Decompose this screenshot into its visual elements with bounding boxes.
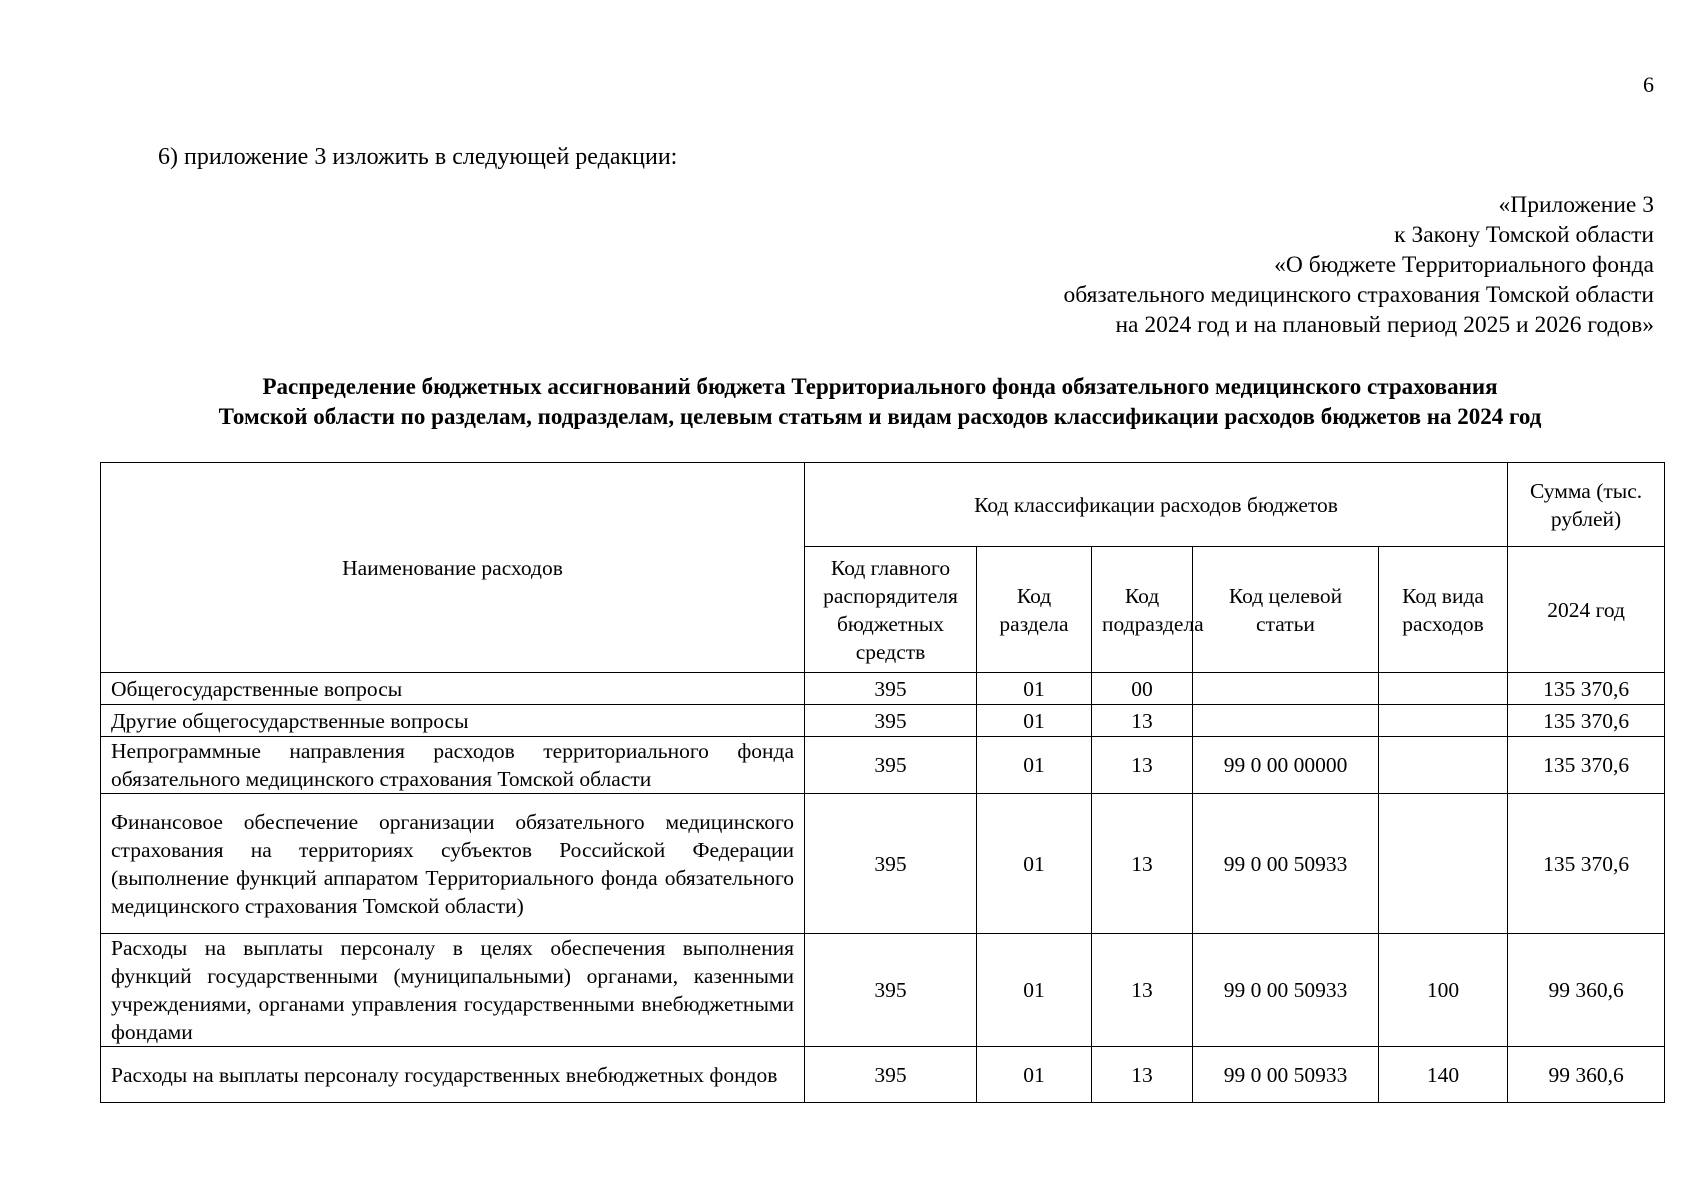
appendix-line: к Закону Томской области (1394, 222, 1654, 248)
table-row (101, 705, 1665, 737)
cell-subsection: 13 (1092, 1047, 1193, 1103)
cell-name: Расходы на выплаты персоналу в целях обеспечения выполнения функций государственными (муниципальными) органами, казенными учреждениями, органами управления государственными внебюджетными фондами (101, 934, 805, 1047)
header-target: Код целевой статьи (1193, 547, 1379, 673)
header-section: Код раздела (977, 547, 1092, 673)
cell-expense-type (1379, 673, 1508, 705)
cell-section: 01 (977, 794, 1092, 934)
table-row (101, 737, 1665, 794)
budget-table (100, 462, 1665, 1103)
cell-amount: 135 370,6 (1508, 737, 1665, 794)
cell-amount: 99 360,6 (1508, 934, 1665, 1047)
header-name: Наименование расходов (101, 463, 805, 673)
appendix-line: обязательного медицинского страхования Томской области (1063, 282, 1654, 308)
cell-amount: 135 370,6 (1508, 673, 1665, 705)
cell-name: Непрограммные направления расходов территориального фонда обязательного медицинского страхования Томской области (101, 737, 805, 794)
appendix-line: на 2024 год и на плановый период 2025 и 2026 годов» (1115, 312, 1654, 338)
header-year: 2024 год (1508, 547, 1665, 673)
cell-target: 99 0 00 50933 (1193, 934, 1379, 1047)
table-row (101, 934, 1665, 1047)
cell-main-manager: 395 (805, 673, 977, 705)
cell-expense-type (1379, 794, 1508, 934)
cell-expense-type: 140 (1379, 1047, 1508, 1103)
cell-main-manager: 395 (805, 1047, 977, 1103)
cell-section: 01 (977, 934, 1092, 1047)
cell-name: Финансовое обеспечение организации обязательного медицинского страхования на территориях субъектов Российской Федерации (выполнение функций аппаратом Территориального фонда обязательного медицинского страхования Томской области) (101, 794, 805, 934)
cell-target: 99 0 00 50933 (1193, 1047, 1379, 1103)
header-main-manager: Код главного распорядителя бюджетных средств (805, 547, 977, 673)
table-row (101, 794, 1665, 934)
cell-name: Расходы на выплаты персоналу государственных внебюджетных фондов (101, 1047, 805, 1103)
cell-amount: 99 360,6 (1508, 1047, 1665, 1103)
cell-main-manager: 395 (805, 794, 977, 934)
cell-main-manager: 395 (805, 705, 977, 737)
cell-target: 99 0 00 00000 (1193, 737, 1379, 794)
header-expense-type: Код вида расходов (1379, 547, 1508, 673)
cell-section: 01 (977, 737, 1092, 794)
cell-name: Другие общегосударственные вопросы (101, 705, 805, 737)
cell-target: 99 0 00 50933 (1193, 794, 1379, 934)
intro-text: 6) приложение 3 изложить в следующей редакции: (158, 144, 678, 170)
title-line-1: Распределение бюджетных ассигнований бюджета Территориального фонда обязательного медицинского страхования (262, 374, 1498, 399)
cell-subsection: 00 (1092, 673, 1193, 705)
cell-main-manager: 395 (805, 934, 977, 1047)
cell-amount: 135 370,6 (1508, 705, 1665, 737)
appendix-line: «Приложение 3 (1498, 192, 1654, 218)
header-code-group: Код классификации расходов бюджетов (805, 463, 1508, 547)
cell-subsection: 13 (1092, 737, 1193, 794)
header-sum: Сумма (тыс. рублей) (1508, 463, 1665, 547)
cell-subsection: 13 (1092, 934, 1193, 1047)
title-line-2: Томской области по разделам, подразделам, целевым статьям и видам расходов классификации расходов бюджетов на 2024 год (218, 404, 1542, 429)
cell-subsection: 13 (1092, 794, 1193, 934)
cell-subsection: 13 (1092, 705, 1193, 737)
cell-expense-type (1379, 737, 1508, 794)
cell-expense-type (1379, 705, 1508, 737)
cell-section: 01 (977, 1047, 1092, 1103)
cell-main-manager: 395 (805, 737, 977, 794)
cell-section: 01 (977, 705, 1092, 737)
header-subsection: Код подраздела (1092, 547, 1193, 673)
appendix-heading (1063, 190, 1654, 340)
table-row (101, 1047, 1665, 1103)
table-row (101, 673, 1665, 705)
cell-amount: 135 370,6 (1508, 794, 1665, 934)
document-title (100, 372, 1660, 432)
appendix-line: «О бюджете Территориального фонда (1274, 252, 1654, 278)
cell-section: 01 (977, 673, 1092, 705)
page-number: 6 (1643, 72, 1654, 97)
cell-target (1193, 673, 1379, 705)
cell-name: Общегосударственные вопросы (101, 673, 805, 705)
cell-target (1193, 705, 1379, 737)
cell-expense-type: 100 (1379, 934, 1508, 1047)
